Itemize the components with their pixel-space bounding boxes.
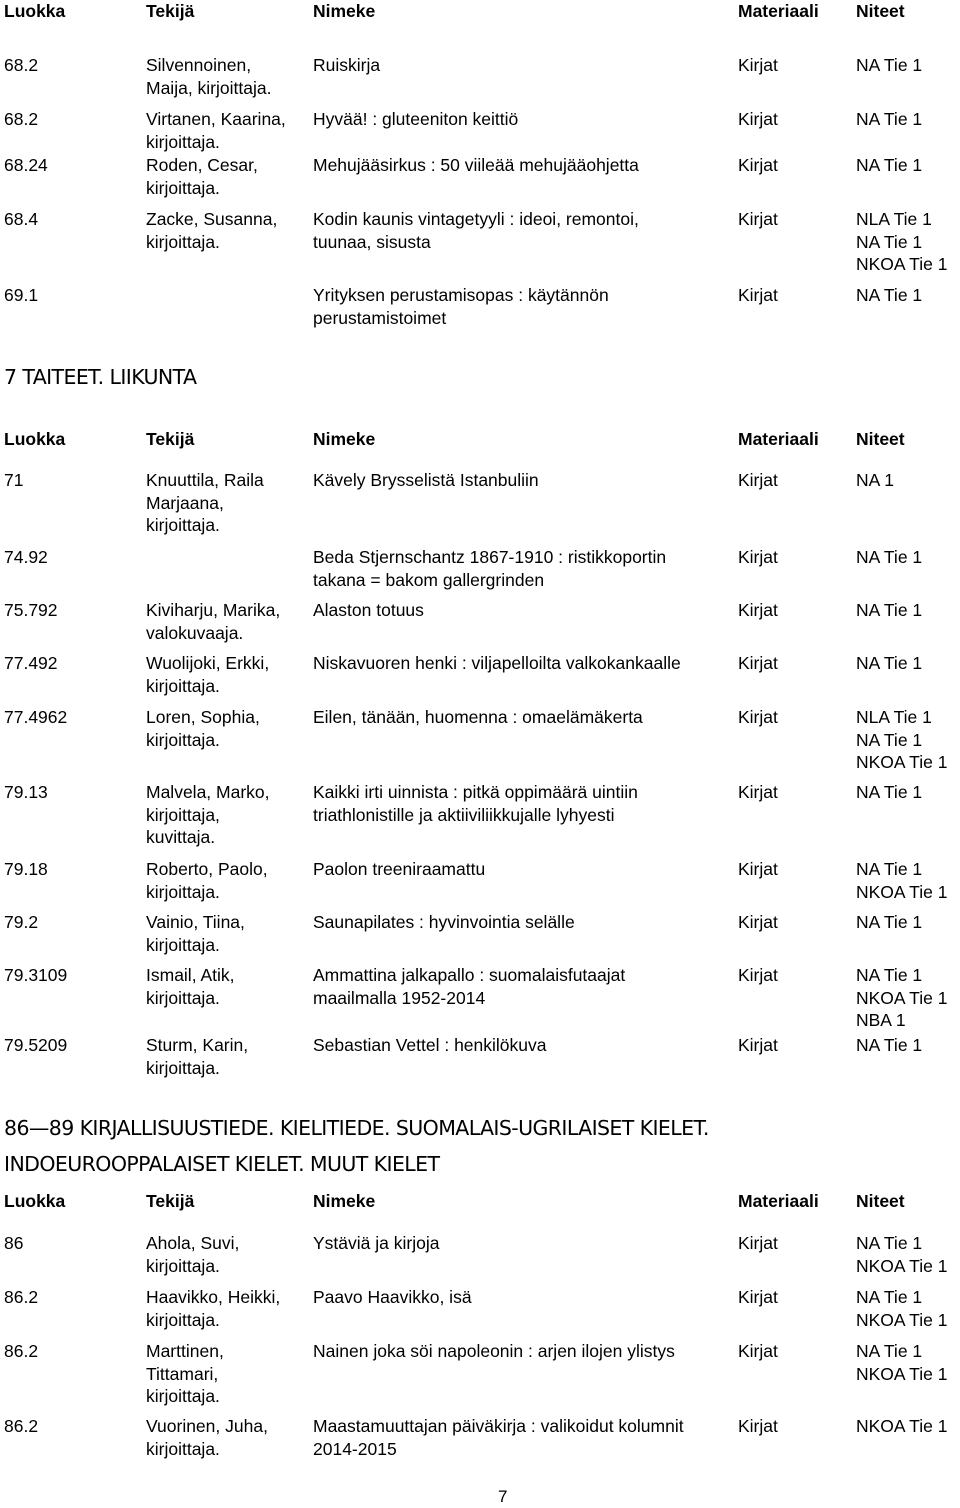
table-section-1 (0, 0, 960, 328)
cell-niteet-line: NA Tie 1 (856, 109, 923, 129)
cell-luokka: 77.4962 (4, 707, 68, 727)
cell-tekija-line: Tittamari, (146, 1363, 219, 1384)
cell-nimeke-line: tuunaa, sisusta (313, 231, 431, 252)
cell-nimeke-line: Ystäviä ja kirjoja (313, 1233, 440, 1253)
cell-tekija (146, 1415, 268, 1460)
cell-niteet-line: NA Tie 1 (856, 912, 923, 932)
cell-luokka: 79.2 (4, 912, 39, 932)
cell-materiaali: Kirjat (738, 109, 778, 129)
cell-niteet-line: NA Tie 1 (856, 1035, 923, 1055)
cell-nimeke-line: Kaikki irti uinnista : pitkä oppimäärä uintiin (313, 782, 638, 802)
cell-tekija-line: Marttinen, (146, 1341, 224, 1361)
cell-niteet (856, 469, 894, 492)
cell-niteet (856, 858, 947, 903)
cell-nimeke-line: perustamistoimet (313, 307, 447, 328)
cell-nimeke (313, 208, 639, 253)
col-header-tekija: Tekijä (146, 429, 195, 449)
cell-luokka: 86.2 (4, 1416, 39, 1436)
cell-nimeke-line: Paavo Haavikko, isä (313, 1287, 472, 1307)
cell-niteet-line: NA Tie 1 (856, 600, 923, 620)
section-heading-kirjallisuustiede-1: 86—89 KIRJALLISUUSTIEDE. KIELITIEDE. SUOMALAIS-UGRILAISET KIELET. (4, 1116, 709, 1140)
cell-tekija-line: kirjoittaja. (146, 934, 220, 955)
table-section-2 (0, 428, 960, 1078)
cell-niteet-line: NA Tie 1 (856, 653, 923, 673)
cell-nimeke (313, 1232, 439, 1255)
cell-niteet (856, 706, 947, 774)
cell-niteet-line: NLA Tie 1 (856, 209, 932, 229)
cell-luokka: 86 (4, 1233, 24, 1253)
cell-nimeke-line: Kävely Brysselistä Istanbuliin (313, 470, 539, 490)
col-header-luokka: Luokka (4, 1, 66, 21)
cell-luokka: 69.1 (4, 285, 39, 305)
cell-niteet-line: NA Tie 1 (856, 859, 923, 879)
cell-tekija-line: kirjoittaja. (146, 131, 220, 152)
cell-materiaali: Kirjat (738, 653, 778, 673)
cell-nimeke (313, 154, 639, 177)
cell-niteet-line: NKOA Tie 1 (856, 752, 948, 772)
cell-niteet (856, 1034, 922, 1057)
cell-tekija-line: Silvennoinen, (146, 55, 252, 75)
cell-luokka: 77.492 (4, 653, 58, 673)
cell-tekija-line: kirjoittaja. (146, 1386, 220, 1406)
cell-tekija-line: Ismail, Atik, (146, 965, 235, 985)
cell-tekija-line: Vuorinen, Juha, (146, 1416, 268, 1436)
cell-nimeke (313, 706, 643, 729)
cell-niteet (856, 964, 947, 1032)
cell-luokka: 68.24 (4, 155, 48, 175)
cell-nimeke-line: Eilen, tänään, huomenna : omaelämäkerta (313, 707, 643, 727)
cell-materiaali: Kirjat (738, 859, 778, 879)
cell-tekija-line: kirjoittaja. (146, 729, 220, 750)
cell-tekija (146, 1286, 280, 1331)
table-header (0, 428, 960, 452)
cell-niteet-line: NA Tie 1 (856, 1341, 923, 1361)
col-header-nimeke: Nimeke (313, 1, 376, 21)
cell-tekija-line: valokuvaaja. (146, 622, 244, 643)
cell-niteet-line: NA Tie 1 (856, 729, 923, 750)
cell-tekija (146, 1232, 239, 1277)
cell-nimeke-line: Nainen joka söi napoleonin : arjen ilojen ylistys (313, 1341, 675, 1361)
cell-nimeke-line: Niskavuoren henki : viljapelloilta valkokankaalle (313, 653, 681, 673)
cell-niteet-line: NA Tie 1 (856, 155, 923, 175)
cell-nimeke-line: Hyvää! : gluteeniton keittiö (313, 109, 519, 129)
cell-tekija (146, 469, 264, 537)
cell-niteet (856, 1286, 947, 1331)
cell-niteet-line: NLA Tie 1 (856, 707, 932, 727)
cell-nimeke-line: Yrityksen perustamisopas : käytännön (313, 285, 609, 305)
cell-niteet (856, 546, 922, 569)
cell-niteet (856, 1415, 947, 1438)
cell-tekija-line: kirjoittaja. (146, 177, 220, 198)
cell-luokka: 75.792 (4, 600, 58, 620)
cell-tekija-line: Malvela, Marko, (146, 782, 270, 802)
cell-nimeke (313, 1286, 472, 1309)
cell-tekija-line: kirjoittaja. (146, 515, 220, 535)
cell-materiaali: Kirjat (738, 600, 778, 620)
cell-niteet-line: NA Tie 1 (856, 1287, 923, 1307)
cell-nimeke-line: takana = bakom gallergrinden (313, 569, 545, 590)
cell-tekija-line: Loren, Sophia, (146, 707, 260, 727)
cell-tekija-line: Ahola, Suvi, (146, 1233, 240, 1253)
cell-tekija-line: Roberto, Paolo, (146, 859, 268, 879)
cell-nimeke (313, 599, 424, 622)
col-header-luokka: Luokka (4, 429, 66, 449)
cell-tekija (146, 706, 260, 751)
cell-tekija-line: kirjoittaja. (146, 1438, 220, 1459)
cell-nimeke-line: Saunapilates : hyvinvointia selälle (313, 912, 575, 932)
cell-tekija-line: Knuuttila, Raila (146, 470, 264, 490)
col-header-materiaali: Materiaali (738, 1191, 819, 1211)
cell-nimeke (313, 911, 575, 934)
cell-niteet (856, 599, 922, 622)
cell-tekija (146, 1340, 224, 1408)
table-header (0, 1190, 960, 1214)
cell-nimeke (313, 546, 666, 591)
cell-tekija-line: kirjoittaja. (146, 881, 220, 902)
cell-luokka: 79.5209 (4, 1035, 68, 1055)
cell-niteet-line: NA Tie 1 (856, 1233, 923, 1253)
cell-niteet (856, 652, 922, 675)
cell-nimeke-line: Mehujääsirkus : 50 viileää mehujääohjetta (313, 155, 639, 175)
cell-niteet (856, 1340, 947, 1385)
cell-niteet-line: NA 1 (856, 470, 894, 490)
cell-nimeke (313, 1034, 547, 1057)
cell-niteet (856, 911, 922, 934)
cell-materiaali: Kirjat (738, 1341, 778, 1361)
cell-niteet (856, 284, 922, 307)
cell-niteet (856, 108, 922, 131)
cell-tekija-line: Marjaana, (146, 492, 224, 513)
cell-luokka: 68.2 (4, 55, 39, 75)
col-header-nimeke: Nimeke (313, 1191, 376, 1211)
cell-materiaali: Kirjat (738, 547, 778, 567)
cell-tekija (146, 652, 269, 697)
cell-tekija-line: Sturm, Karin, (146, 1035, 249, 1055)
cell-materiaali: Kirjat (738, 1035, 778, 1055)
table-section-3 (0, 1190, 960, 1459)
cell-tekija-line: Zacke, Susanna, (146, 209, 278, 229)
cell-nimeke (313, 781, 638, 826)
cell-luokka: 79.13 (4, 782, 48, 802)
cell-materiaali: Kirjat (738, 470, 778, 490)
cell-materiaali: Kirjat (738, 782, 778, 802)
cell-tekija (146, 54, 271, 99)
cell-tekija (146, 208, 277, 253)
cell-tekija (146, 858, 268, 903)
cell-nimeke (313, 964, 625, 1009)
cell-nimeke-line: 2014-2015 (313, 1438, 397, 1459)
cell-tekija (146, 911, 245, 956)
cell-materiaali: Kirjat (738, 55, 778, 75)
cell-tekija-line: kirjoittaja. (146, 1255, 220, 1276)
cell-nimeke (313, 108, 518, 131)
cell-nimeke-line: Beda Stjernschantz 1867-1910 : ristikkoportin (313, 547, 667, 567)
cell-tekija (146, 1034, 248, 1079)
cell-tekija-line: Virtanen, Kaarina, (146, 109, 286, 129)
cell-niteet-line: NKOA Tie 1 (856, 881, 948, 902)
cell-materiaali: Kirjat (738, 209, 778, 229)
cell-luokka: 86.2 (4, 1341, 39, 1361)
section-heading-taiteet: 7 TAITEET. LIIKUNTA (4, 365, 197, 389)
col-header-niteet: Niteet (856, 429, 905, 449)
cell-nimeke (313, 469, 539, 492)
cell-nimeke-line: Maastamuuttajan päiväkirja : valikoidut kolumnit (313, 1416, 684, 1436)
section-heading-kirjallisuustiede-2: INDOEUROOPPALAISET KIELET. MUUT KIELET (4, 1152, 440, 1176)
col-header-materiaali: Materiaali (738, 1, 819, 21)
cell-niteet-line: NKOA Tie 1 (856, 987, 948, 1008)
cell-luokka: 86.2 (4, 1287, 39, 1307)
cell-materiaali: Kirjat (738, 912, 778, 932)
cell-niteet-line: NKOA Tie 1 (856, 254, 948, 274)
cell-luokka: 68.4 (4, 209, 39, 229)
cell-nimeke-line: Alaston totuus (313, 600, 424, 620)
cell-nimeke-line: Paolon treeniraamattu (313, 859, 486, 879)
cell-tekija-line: kirjoittaja. (146, 1057, 220, 1078)
cell-niteet-line: NKOA Tie 1 (856, 1255, 948, 1276)
cell-niteet-line: NA Tie 1 (856, 782, 923, 802)
col-header-tekija: Tekijä (146, 1, 195, 21)
cell-nimeke (313, 54, 380, 77)
cell-niteet-line: NA Tie 1 (856, 965, 923, 985)
cell-nimeke-line: triathlonistille ja aktiiviliikkujalle lyhyesti (313, 804, 615, 825)
cell-tekija-line: kirjoittaja, (146, 804, 220, 825)
cell-niteet (856, 781, 922, 804)
cell-nimeke (313, 858, 485, 881)
cell-tekija-line: Vainio, Tiina, (146, 912, 245, 932)
cell-nimeke-line: maailmalla 1952-2014 (313, 987, 486, 1008)
cell-tekija-line: kirjoittaja. (146, 1309, 220, 1330)
cell-niteet (856, 1232, 947, 1277)
cell-tekija-line: Roden, Cesar, (146, 155, 258, 175)
cell-tekija (146, 781, 270, 849)
cell-niteet-line: NKOA Tie 1 (856, 1363, 948, 1384)
cell-nimeke (313, 284, 609, 329)
cell-nimeke (313, 1415, 684, 1460)
cell-materiaali: Kirjat (738, 285, 778, 305)
cell-niteet-line: NA Tie 1 (856, 55, 923, 75)
cell-materiaali: Kirjat (738, 707, 778, 727)
cell-materiaali: Kirjat (738, 155, 778, 175)
cell-tekija (146, 599, 280, 644)
col-header-luokka: Luokka (4, 1191, 66, 1211)
cell-niteet (856, 154, 922, 177)
cell-tekija-line: Wuolijoki, Erkki, (146, 653, 270, 673)
col-header-materiaali: Materiaali (738, 429, 819, 449)
cell-tekija (146, 108, 286, 153)
cell-niteet (856, 54, 922, 77)
cell-niteet-line: NKOA Tie 1 (856, 1309, 948, 1330)
col-header-nimeke: Nimeke (313, 429, 376, 449)
col-header-tekija: Tekijä (146, 1191, 195, 1211)
cell-niteet-line: NBA 1 (856, 1010, 906, 1030)
cell-nimeke (313, 1340, 675, 1363)
cell-nimeke-line: Ruiskirja (313, 55, 381, 75)
col-header-niteet: Niteet (856, 1191, 905, 1211)
cell-niteet-line: NA Tie 1 (856, 231, 923, 252)
cell-materiaali: Kirjat (738, 965, 778, 985)
cell-luokka: 74.92 (4, 547, 48, 567)
cell-luokka: 71 (4, 470, 24, 490)
cell-tekija (146, 154, 258, 199)
cell-nimeke (313, 652, 681, 675)
cell-materiaali: Kirjat (738, 1287, 778, 1307)
page-number: 7 (498, 1487, 508, 1506)
cell-nimeke-line: Ammattina jalkapallo : suomalaisfutaajat (313, 965, 626, 985)
cell-materiaali: Kirjat (738, 1416, 778, 1436)
cell-niteet (856, 208, 947, 276)
cell-tekija-line: kirjoittaja. (146, 987, 220, 1008)
cell-tekija-line: kirjoittaja. (146, 675, 220, 696)
cell-tekija-line: kirjoittaja. (146, 231, 220, 252)
cell-tekija-line: Kiviharju, Marika, (146, 600, 281, 620)
cell-niteet-line: NA Tie 1 (856, 547, 923, 567)
cell-luokka: 79.3109 (4, 965, 68, 985)
cell-luokka: 68.2 (4, 109, 39, 129)
cell-nimeke-line: Kodin kaunis vintagetyyli : ideoi, remontoi, (313, 209, 639, 229)
cell-tekija-line: Maija, kirjoittaja. (146, 77, 272, 98)
cell-tekija (146, 964, 235, 1009)
cell-tekija-line: kuvittaja. (146, 827, 216, 847)
col-header-niteet: Niteet (856, 1, 905, 21)
cell-niteet-line: NKOA Tie 1 (856, 1416, 948, 1436)
cell-materiaali: Kirjat (738, 1233, 778, 1253)
cell-nimeke-line: Sebastian Vettel : henkilökuva (313, 1035, 547, 1055)
table-header (0, 0, 960, 24)
cell-niteet-line: NA Tie 1 (856, 285, 923, 305)
cell-tekija-line: Haavikko, Heikki, (146, 1287, 281, 1307)
cell-luokka: 79.18 (4, 859, 48, 879)
